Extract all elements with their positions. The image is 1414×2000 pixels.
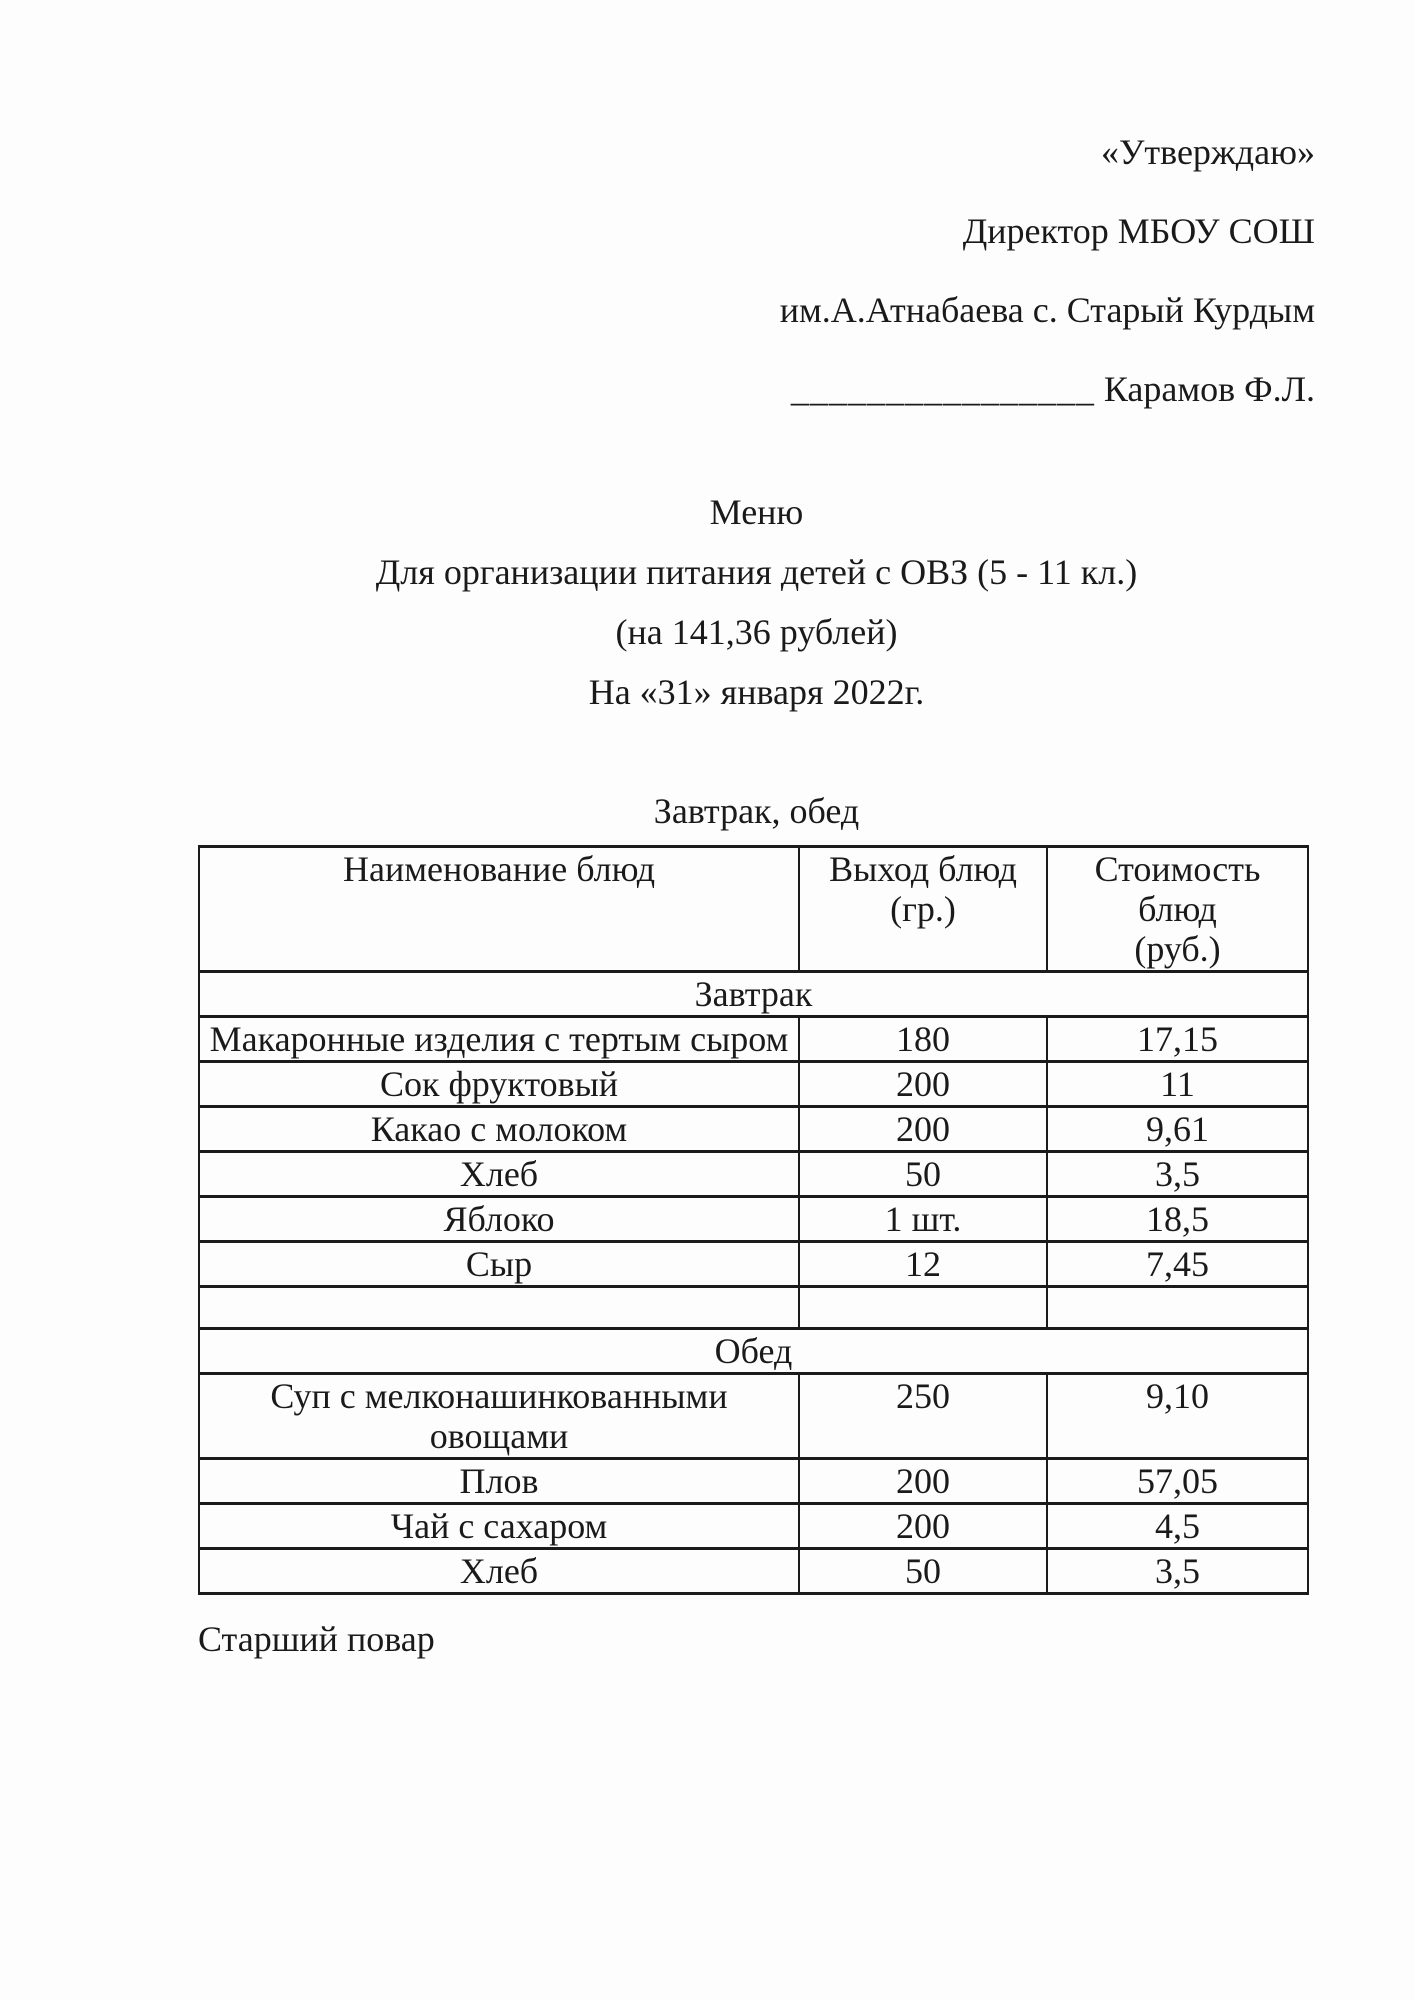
title-block <box>198 490 1315 714</box>
table-row <box>199 1197 1308 1242</box>
column-header-dish: Наименование блюд <box>199 847 799 972</box>
cell-weight: 200 <box>799 1107 1047 1152</box>
cell-cost <box>1047 1287 1308 1329</box>
approval-line-school: им.А.Атнабаева с. Старый Курдым <box>779 290 1315 330</box>
column-header-weight <box>799 847 1047 972</box>
cell-cost: 4,5 <box>1047 1504 1308 1549</box>
table-row <box>199 1459 1308 1504</box>
menu-table <box>198 845 1309 1595</box>
cell-cost: 57,05 <box>1047 1459 1308 1504</box>
table-row <box>199 1242 1308 1287</box>
table-row <box>199 1017 1308 1062</box>
cell-dish: Макаронные изделия с тертым сыром <box>199 1017 799 1062</box>
table-row <box>199 1062 1308 1107</box>
table-row <box>199 1152 1308 1197</box>
cell-weight: 50 <box>799 1152 1047 1197</box>
cell-cost: 7,45 <box>1047 1242 1308 1287</box>
approval-line-approve: «Утверждаю» <box>1100 132 1315 172</box>
cell-cost: 3,5 <box>1047 1549 1308 1594</box>
doc-subtitle-audience: Для организации питания детей с ОВЗ (5 - 11 кл.) <box>375 552 1138 592</box>
column-header-weight-unit: (гр.) <box>890 889 956 929</box>
menu-table-header <box>199 847 1308 972</box>
column-header-cost-unit: (руб.) <box>1134 929 1221 969</box>
cell-weight: 50 <box>799 1549 1047 1594</box>
table-caption: Завтрак, обед <box>653 791 860 831</box>
cell-dish: Чай с сахаром <box>199 1504 799 1549</box>
cell-dish <box>199 1374 799 1459</box>
approval-block <box>198 130 1315 411</box>
cell-cost: 17,15 <box>1047 1017 1308 1062</box>
cell-dish: Плов <box>199 1459 799 1504</box>
section-title: Завтрак <box>199 972 1308 1017</box>
cell-weight: 1 шт. <box>799 1197 1047 1242</box>
cell-dish: Яблоко <box>199 1197 799 1242</box>
approval-signature-row <box>198 367 1315 411</box>
cell-weight: 250 <box>799 1374 1047 1459</box>
cell-dish <box>199 1287 799 1329</box>
column-header-weight-title: Выход блюд <box>829 849 1017 889</box>
table-row-empty <box>199 1287 1308 1329</box>
cell-cost: 3,5 <box>1047 1152 1308 1197</box>
approval-signer-name: Карамов Ф.Л. <box>1103 369 1315 409</box>
cell-dish: Хлеб <box>199 1549 799 1594</box>
cell-weight: 180 <box>799 1017 1047 1062</box>
column-header-cost-title: Стоимость блюд <box>1094 849 1261 929</box>
footer-chef-role: Старший повар <box>198 1619 435 1659</box>
approval-line-director: Директор МБОУ СОШ <box>962 211 1315 251</box>
cell-dish-text: Суп с мелконашинкованными овощами <box>270 1376 728 1456</box>
cell-weight: 12 <box>799 1242 1047 1287</box>
cell-cost: 18,5 <box>1047 1197 1308 1242</box>
doc-title: Меню <box>709 492 804 532</box>
cell-cost: 11 <box>1047 1062 1308 1107</box>
cell-cost: 9,10 <box>1047 1374 1308 1459</box>
cell-dish: Какао с молоком <box>199 1107 799 1152</box>
cell-dish: Сыр <box>199 1242 799 1287</box>
cell-dish: Хлеб <box>199 1152 799 1197</box>
table-row <box>199 1107 1308 1152</box>
document-content <box>198 0 1315 1661</box>
table-row <box>199 1504 1308 1549</box>
doc-subtitle-cost: (на 141,36 рублей) <box>615 612 898 652</box>
column-header-cost <box>1047 847 1308 972</box>
cell-weight: 200 <box>799 1062 1047 1107</box>
section-title: Обед <box>199 1329 1308 1374</box>
cell-weight <box>799 1287 1047 1329</box>
cell-weight: 200 <box>799 1459 1047 1504</box>
doc-subtitle-date: На «31» января 2022г. <box>588 672 925 712</box>
section-row-lunch <box>199 1329 1308 1374</box>
cell-cost: 9,61 <box>1047 1107 1308 1152</box>
table-row <box>199 1549 1308 1594</box>
cell-weight: 200 <box>799 1504 1047 1549</box>
signature-blank-line: ________________ <box>790 369 1095 409</box>
table-row <box>199 1374 1308 1459</box>
cell-dish: Сок фруктовый <box>199 1062 799 1107</box>
section-row-breakfast <box>199 972 1308 1017</box>
